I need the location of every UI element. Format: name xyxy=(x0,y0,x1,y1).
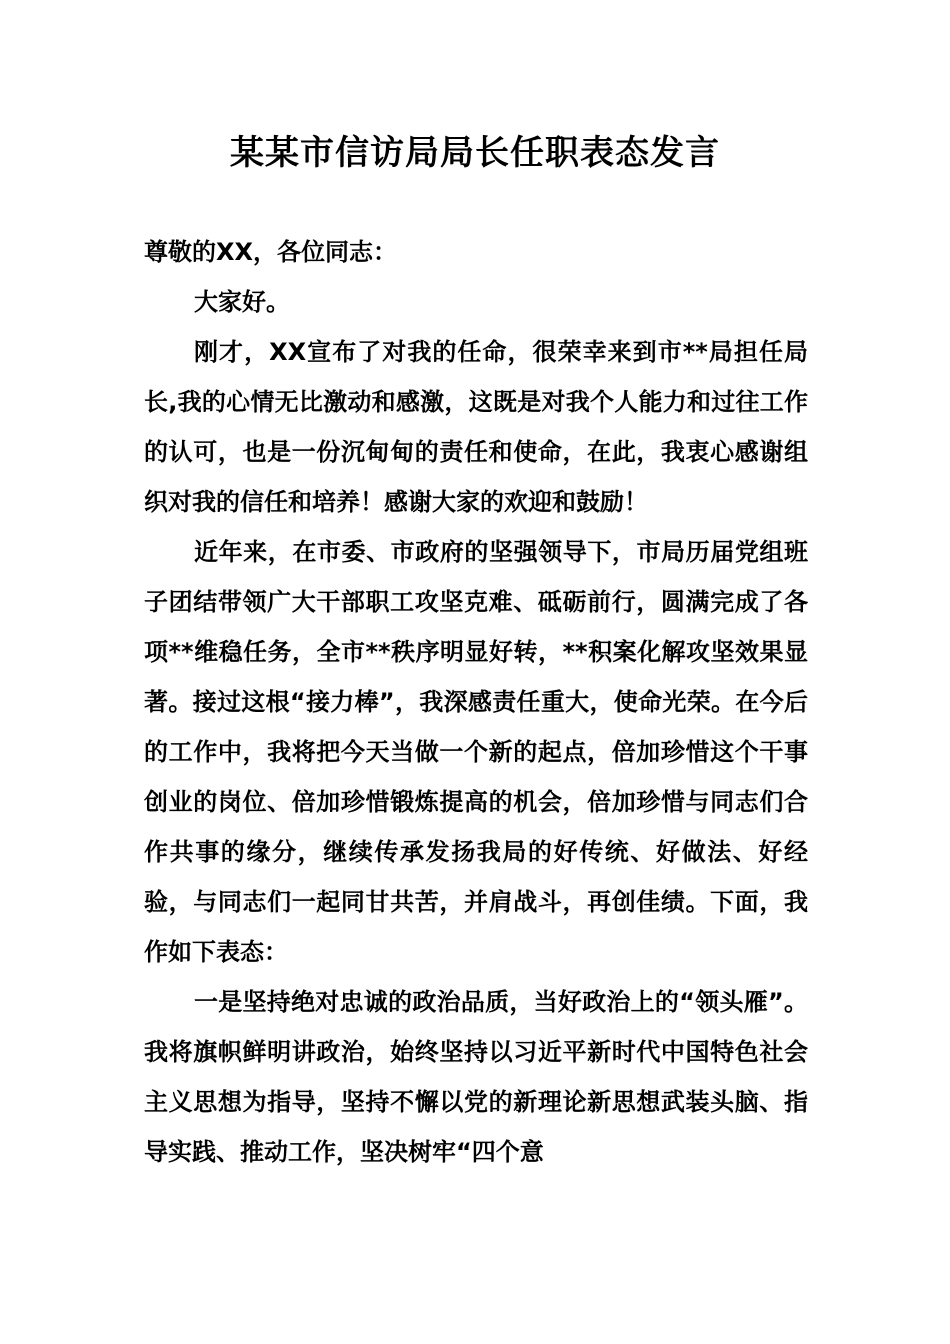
document-title: 某某市信访局局长任职表态发言 xyxy=(230,133,720,173)
paragraph: 大家好。 xyxy=(194,288,290,316)
paragraph: 刚才，XX宣布了对我的任命，很荣幸来到市**局担任局长,我的心情无比激动和感激，这既是对我个人能力和过往工作的认可，也是一份沉甸甸的责任和使命，在此，我衷心感谢组织对我的信任和培养！感谢大家的欢迎和鼓励！ xyxy=(144,338,808,516)
salutation: 尊敬的XX，各位同志： xyxy=(144,238,398,266)
paragraph: 一是坚持绝对忠诚的政治品质，当好政治上的“领头雁”。我将旗帜鲜明讲政治，始终坚持以习近平新时代中国特色社会主义思想为指导，坚持不懈以党的新理论新思想武装头脑、指导实践、推动工作，坚决树牢“四个意 xyxy=(144,988,808,1166)
document-body xyxy=(144,227,808,1177)
paragraph: 近年来，在市委、市政府的坚强领导下，市局历届党组班子团结带领广大干部职工攻坚克难、砥砺前行，圆满完成了各项**维稳任务，全市**秩序明显好转，**积案化解攻坚效果显著。接过这根“接力棒”，我深感责任重大，使命光荣。在今后的工作中，我将把今天当做一个新的起点，倍加珍惜这个干事创业的岗位、倍加珍惜锻炼提高的机会，倍加珍惜与同志们合作共事的缘分，继续传承发扬我局的好传统、好做法、好经验，与同志们一起同甘共苦，并肩战斗，再创佳绩。下面，我作如下表态： xyxy=(144,538,808,966)
